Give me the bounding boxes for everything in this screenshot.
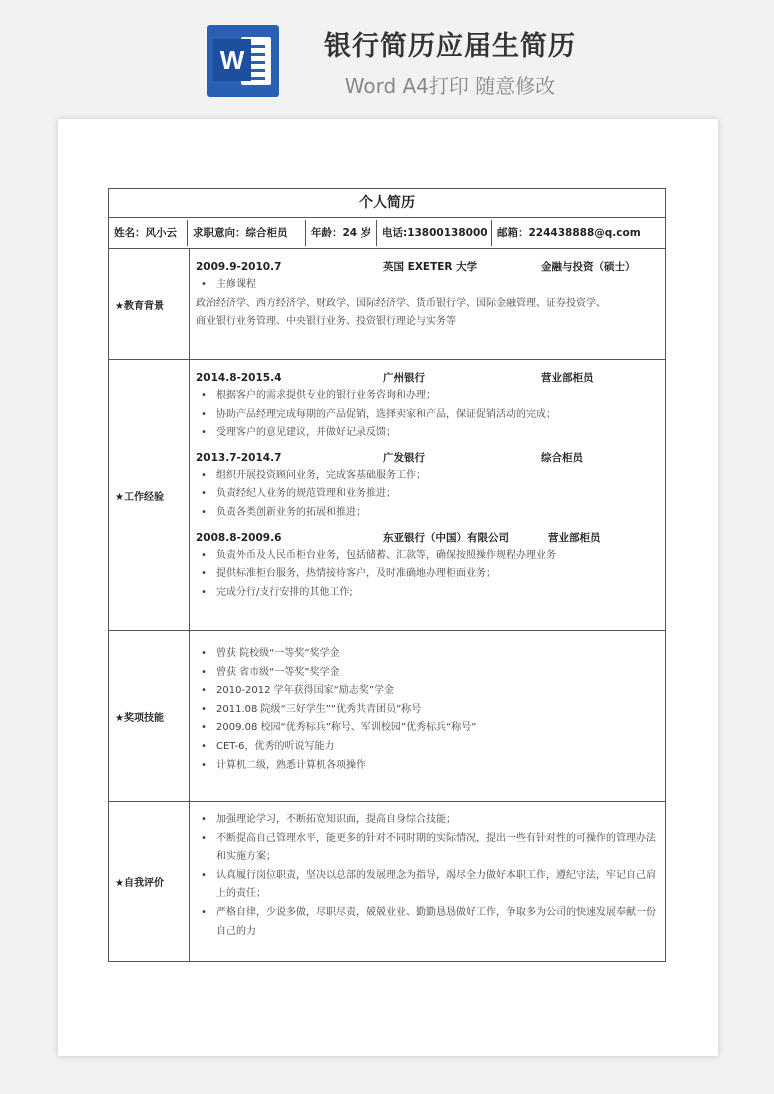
work-label: ★工作经验	[109, 360, 190, 630]
education-major: 金融与投资（硕士）	[541, 261, 636, 273]
self-eval-label: ★自我评价	[109, 802, 190, 961]
header-banner	[0, 0, 774, 118]
basic-info-row	[109, 218, 665, 249]
job-role: 综合柜员	[541, 451, 583, 464]
courses-line: 商业银行业务管理、中央银行业务、投资银行理论与实务等	[196, 316, 456, 328]
list-item: • 认真履行岗位职责，坚决以总部的发展理念为指导，竭尽全力做好本职工作，遵纪守法，牢记自己肩上的责任；	[196, 867, 659, 904]
email-cell: 邮箱：224438888@q.com	[497, 227, 641, 239]
education-school: 英国 EXETER 大学	[383, 261, 478, 273]
word-letter-badge: W	[213, 39, 251, 81]
list-item: • 加强理论学习，不断拓宽知识面，提高自身综合技能；	[196, 811, 659, 830]
word-document-icon	[207, 25, 279, 97]
list-item: • 组织开展投资顾问业务，完成客基础服务工作；	[196, 467, 659, 486]
self-eval-body	[190, 802, 665, 961]
work-body	[190, 360, 665, 630]
list-item: • 根据客户的需求提供专业的银行业务咨询和办理；	[196, 387, 659, 406]
list-item: • 负责各类创新业务的拓展和推进；	[196, 504, 659, 523]
list-item: • 协助产品经理完成每期的产品促销，选择卖家和产品，保证促销活动的完成；	[196, 406, 659, 425]
self-eval-section	[109, 802, 665, 961]
position-cell: 求职意向：综合柜员	[188, 220, 306, 246]
job-head	[196, 449, 659, 467]
list-item: • 完成分行/支行安排的其他工作;	[196, 584, 659, 603]
list-item: • 2009.08 校园“优秀标兵”称号、军训校园”优秀标兵“称号”	[196, 719, 659, 738]
job-period: 2014.8-2015.4	[196, 372, 282, 384]
banner-title: 银行简历应届生简历	[324, 31, 576, 62]
job-period: 2013.7-2014.7	[196, 451, 282, 464]
job-period: 2008.8-2009.6	[196, 531, 282, 544]
list-item: • 负责经纪人业务的规范管理和业务推进；	[196, 485, 659, 504]
job-company: 广州银行	[383, 372, 425, 384]
list-item: • 不断提高自己管理水平，能更多的针对不同时期的实际情况，提出一些有针对性的可操作的管理办法和实施方案；	[196, 830, 659, 867]
education-head	[196, 258, 659, 276]
name-cell: 姓名：风小云	[109, 220, 188, 246]
document-page	[58, 119, 718, 1056]
job-head	[196, 529, 659, 547]
resume-title: 个人简历	[109, 189, 665, 218]
list-item: • 2011.08 院级“三好学生”“优秀共青团员”称号	[196, 701, 659, 720]
list-item: • 提供标准柜台服务，热情接待客户，及时准确地办理柜面业务；	[196, 565, 659, 584]
awards-label: ★奖项技能	[109, 631, 190, 801]
job-role: 营业部柜员	[548, 531, 601, 544]
job-role: 营业部柜员	[541, 372, 594, 384]
list-item: • 受理客户的意见建议，并做好记录反馈；	[196, 424, 659, 443]
job-head	[196, 369, 659, 387]
education-body	[190, 249, 665, 359]
list-item: • 负责外币及人民币柜台业务，包括储蓄、汇款等，确保按照操作规程办理业务	[196, 547, 659, 566]
list-item: • 2010-2012 学年获得国家“励志奖”学金	[196, 682, 659, 701]
list-item: • 计算机二级，熟悉计算机各项操作	[196, 757, 659, 776]
banner-subtitle: Word A4打印 随意修改	[344, 74, 556, 98]
resume-table	[108, 188, 666, 962]
work-section	[109, 360, 665, 631]
education-period: 2009.9-2010.7	[196, 261, 282, 273]
list-item: • 主修课程	[196, 276, 659, 295]
courses-line: 政治经济学、西方经济学、财政学、国际经济学、货币银行学、国际金融管理、证券投资学、	[196, 297, 606, 309]
job-company: 广发银行	[383, 451, 425, 464]
list-item: • 曾获 省市级“一等奖”奖学金	[196, 664, 659, 683]
list-item: • CET-6，优秀的听说写能力	[196, 738, 659, 757]
list-item: • 曾获 院校级“一等奖”奖学金	[196, 645, 659, 664]
list-item: • 严格自律，少说多做，尽职尽责，兢兢业业、勤勤恳恳做好工作，争取多为公司的快速发展奉献一份自己的力	[196, 904, 659, 941]
job-company: 东亚银行（中国）有限公司	[383, 531, 509, 544]
education-section	[109, 249, 665, 360]
education-label: ★教育背景	[109, 249, 190, 359]
age-cell: 年龄：24 岁	[306, 220, 377, 246]
awards-section	[109, 631, 665, 802]
awards-body	[190, 631, 665, 801]
phone-cell: 电话:13800138000	[377, 220, 492, 246]
